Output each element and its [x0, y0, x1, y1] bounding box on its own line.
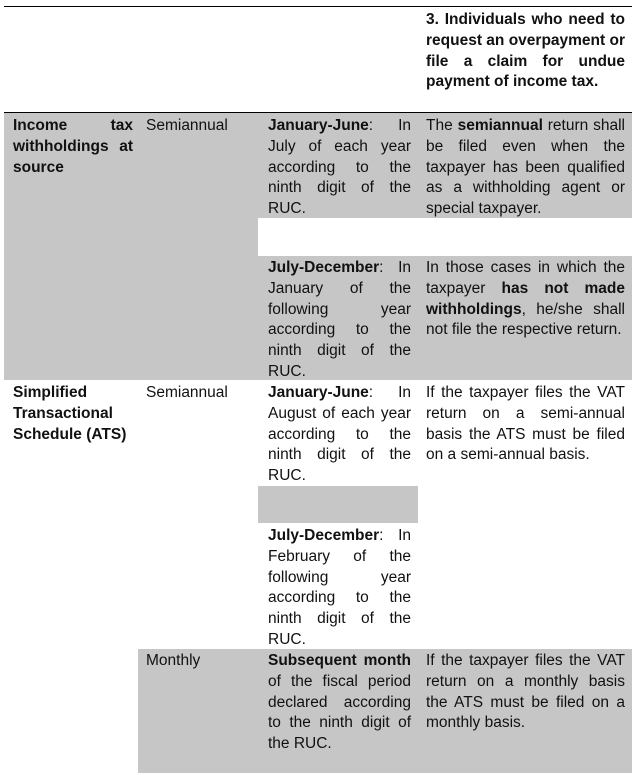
row2-period1-text: : In August of each year according to the ninth digit of the RUC. [268, 384, 411, 485]
row2-spacer-shade [258, 486, 418, 523]
row1-note1: The semiannual return shall be filed even when the taxpayer has been qualified as a withholding agent or special taxpayer. [426, 117, 626, 218]
row2-frequency: Semiannual [146, 384, 228, 401]
row1-name: Income tax withholdings at source [13, 117, 133, 176]
top-rule [4, 6, 632, 7]
row1-period1-text: : In July of each year according to the ninth digit of the RUC. [268, 117, 411, 218]
row3-period [268, 651, 411, 755]
row2-period1-label: January-June [268, 384, 369, 401]
row1-note1-emphasis: semiannual [457, 117, 543, 134]
row2-period2-label: July-December [268, 527, 380, 544]
row1-period2-label: July-December [268, 259, 380, 276]
row1-period1 [268, 116, 411, 220]
row2-period1 [268, 383, 411, 487]
row3-frequency: Monthly [146, 652, 201, 669]
row2-name: Simplified Transactional Schedule (ATS) [13, 384, 127, 443]
row1-period2-text: : In January of the following year according to the ninth digit of the RUC. [268, 259, 411, 380]
row3-note: If the taxpayer files the VAT return on a monthly basis the ATS must be filed on a monthly basis. [426, 652, 625, 732]
row1-frequency: Semiannual [146, 117, 228, 134]
row1-period1-label: January-June [268, 117, 369, 134]
row1-note2-emphasis: has not made withholdings [426, 279, 625, 318]
row1-period2 [268, 258, 411, 383]
row2-period2 [268, 526, 411, 651]
row1-note2: In those cases in which the taxpayer has not made withholdings, he/she shall not file the respective return. [426, 259, 625, 339]
header-col4-title: 3. Individuals who need to request an overpayment or file a claim for undue payment of income tax. [426, 11, 625, 91]
row3-period-text: of the fiscal period declared according to the ninth digit of the RUC. [268, 672, 411, 753]
row2-period2-text: : In February of the following year according to the ninth digit of the RUC. [268, 527, 411, 648]
row2-note: If the taxpayer files the VAT return on a semi-annual basis the ATS must be filed on a semi-annual basis. [426, 384, 625, 464]
row3-period-label: Subsequent month [268, 652, 411, 669]
